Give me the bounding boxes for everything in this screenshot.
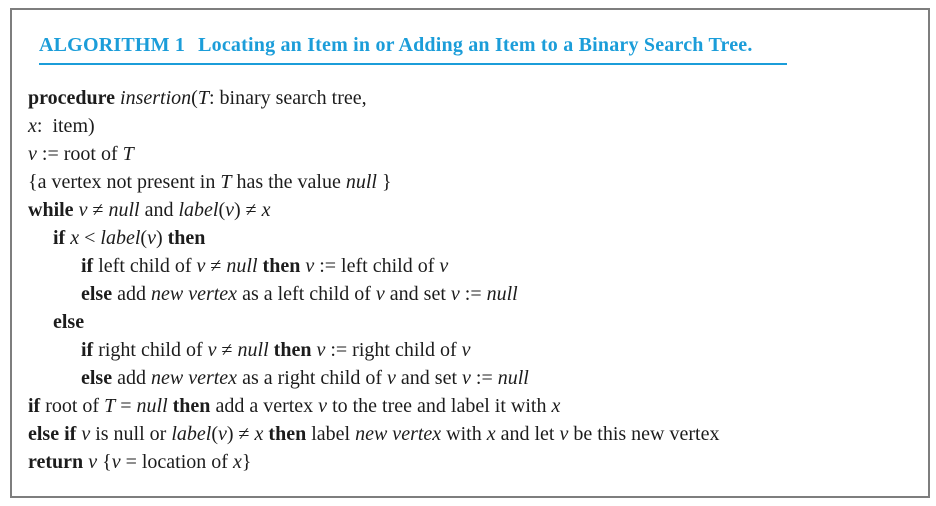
code-segment: v [111, 451, 121, 473]
algorithm-title-text: Locating an Item in or Adding an Item to a Binary Search Tree. [198, 34, 753, 56]
code-segment: } [241, 451, 252, 473]
code-line [28, 140, 910, 168]
code-segment: right child of [98, 339, 208, 361]
code-segment: v [28, 143, 37, 165]
algorithm-number-label: ALGORITHM 1 [39, 34, 186, 56]
code-line [28, 168, 910, 196]
code-segment: v [387, 367, 396, 389]
code-segment: add [117, 367, 151, 389]
code-segment: x [551, 395, 561, 417]
code-segment: label [306, 423, 356, 445]
code-line [28, 420, 910, 448]
code-segment: v [318, 395, 328, 417]
code-segment: T [220, 171, 232, 193]
code-segment: v [305, 255, 315, 277]
code-line [28, 448, 910, 476]
code-segment: insertion [120, 87, 192, 109]
code-line [28, 280, 910, 308]
code-segment: v [218, 423, 227, 445]
code-segment: as a right child of [237, 367, 388, 389]
code-segment: x [261, 199, 271, 221]
code-segment: null [237, 339, 269, 361]
code-segment: be this new vertex [568, 423, 720, 445]
code-segment: and let [495, 423, 560, 445]
code-segment: ) [155, 227, 168, 249]
code-segment: if [81, 255, 99, 277]
code-segment: ≠ [216, 339, 238, 361]
code-segment: v [462, 367, 471, 389]
code-segment: x [70, 227, 80, 249]
code-segment: T [197, 87, 209, 109]
code-segment: T [122, 143, 134, 165]
code-segment: := [470, 367, 498, 389]
algorithm-box [10, 8, 930, 498]
code-segment: return [28, 451, 89, 473]
code-segment: label [100, 227, 141, 249]
code-segment: ( [218, 199, 226, 221]
code-segment: = [115, 395, 137, 417]
code-segment: if [28, 395, 46, 417]
code-segment: := right child of [325, 339, 462, 361]
code-line [28, 196, 910, 224]
code-segment: ( [211, 423, 218, 445]
code-segment: has the value [231, 171, 346, 193]
code-segment: label [171, 423, 212, 445]
code-line [28, 364, 910, 392]
code-line [28, 336, 910, 364]
code-segment: null [497, 367, 529, 389]
code-segment: ≠ [87, 199, 109, 221]
code-segment: v [450, 283, 460, 305]
code-segment: {a vertex not present in [28, 171, 221, 193]
code-segment: v [78, 199, 88, 221]
code-segment: left child of [98, 255, 197, 277]
code-line [28, 84, 910, 112]
algorithm-heading [39, 34, 908, 57]
code-segment: null [345, 171, 377, 193]
code-segment: = location of [120, 451, 233, 473]
code-segment: v [439, 255, 449, 277]
code-segment: else [81, 367, 118, 389]
code-segment: := root of [36, 143, 123, 165]
code-segment: v [88, 451, 98, 473]
code-segment: then [172, 395, 211, 417]
code-segment: ( [140, 227, 148, 249]
code-segment: null [486, 283, 518, 305]
code-segment: is null or [90, 423, 172, 445]
code-segment: if [53, 227, 71, 249]
code-segment: v [81, 423, 91, 445]
code-segment: v [147, 227, 156, 249]
code-segment: x [232, 451, 242, 473]
code-segment: and set [395, 367, 463, 389]
code-segment: x [28, 115, 37, 137]
code-segment: v [559, 423, 569, 445]
code-segment: x [254, 423, 264, 445]
code-segment: and [139, 199, 179, 221]
code-line [28, 252, 910, 280]
code-segment: := left child of [314, 255, 440, 277]
code-segment: null [136, 395, 168, 417]
code-segment: procedure [28, 87, 121, 109]
code-segment: else [81, 283, 118, 305]
code-segment: ( [191, 87, 198, 109]
code-segment: := [459, 283, 487, 305]
code-segment: add a vertex [210, 395, 319, 417]
code-segment: add [117, 283, 151, 305]
code-segment: then [262, 255, 301, 277]
code-segment: v [207, 339, 217, 361]
code-line [28, 392, 910, 420]
code-segment: v [196, 255, 206, 277]
code-segment: as a left child of [237, 283, 376, 305]
code-segment: v [375, 283, 385, 305]
code-segment: } [376, 171, 392, 193]
code-segment: then [273, 339, 312, 361]
code-segment: null [108, 199, 140, 221]
code-segment: < [79, 227, 101, 249]
code-segment: then [167, 227, 206, 249]
code-segment: new vertex [150, 283, 238, 305]
title-underline-rule [39, 63, 787, 65]
code-line [28, 308, 910, 336]
code-segment: root of [45, 395, 105, 417]
code-segment: null [226, 255, 258, 277]
code-segment: to the tree and label it with [327, 395, 552, 417]
code-segment: x [486, 423, 496, 445]
code-segment: ) ≠ [234, 199, 262, 221]
code-line [28, 112, 910, 140]
code-segment: v [461, 339, 471, 361]
code-line [28, 224, 910, 252]
code-segment: else [53, 311, 85, 333]
code-segment: if [81, 339, 99, 361]
code-segment: and set [384, 283, 451, 305]
code-segment: label [178, 199, 219, 221]
code-segment: ) ≠ [226, 423, 255, 445]
code-segment: T [104, 395, 116, 417]
code-segment: : binary search tree, [208, 87, 367, 109]
code-segment: new vertex [150, 367, 238, 389]
code-segment: while [28, 199, 79, 221]
code-segment: v [316, 339, 326, 361]
code-segment: : item) [36, 115, 95, 137]
code-segment: v [225, 199, 235, 221]
code-segment: ≠ [205, 255, 227, 277]
code-segment: { [97, 451, 112, 473]
code-segment: new vertex [355, 423, 442, 445]
pseudocode-block [28, 84, 910, 476]
code-segment: else if [28, 423, 82, 445]
code-segment: with [441, 423, 487, 445]
code-segment: then [268, 423, 307, 445]
